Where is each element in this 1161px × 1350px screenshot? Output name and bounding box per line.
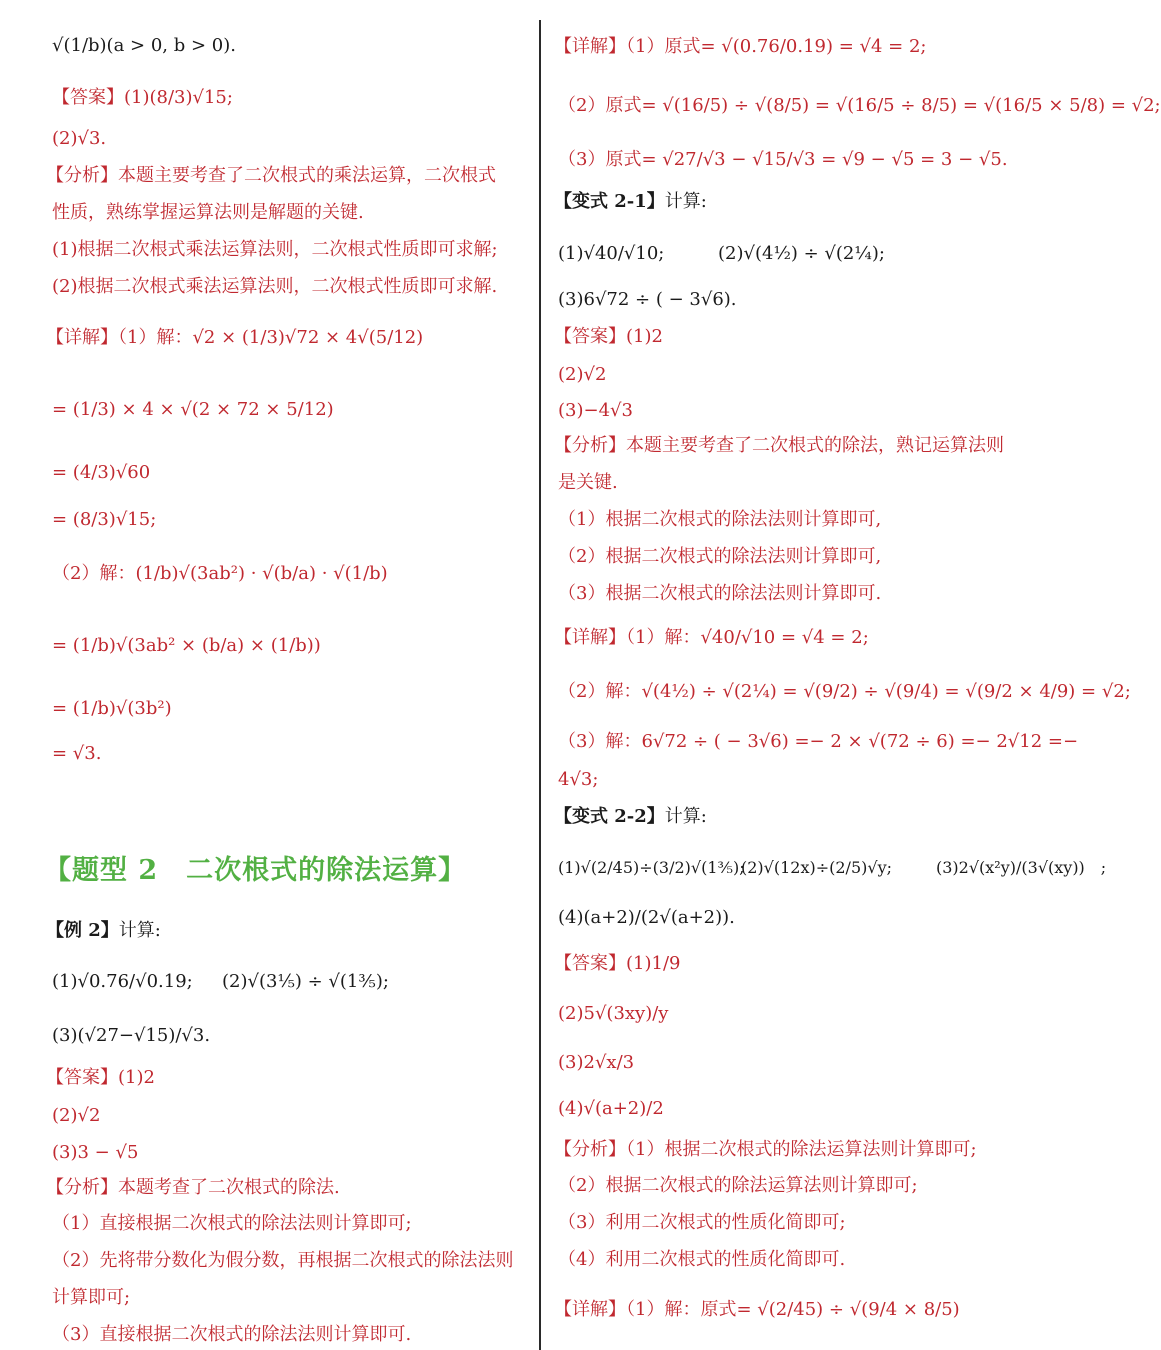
analysis-point: （2）根据二次根式的除法法则计算即可, [558, 546, 882, 567]
analysis-tag: 【分析】 [554, 435, 626, 456]
answer-value: (1)2 [118, 1067, 155, 1088]
detail-step: （2）原式= √(16/5) ÷ √(8/5) = √(16/5 ÷ 8/5) = √(16/5 × 5/8) = √2; [558, 95, 1161, 116]
variant-tag: 【变式 2-1】 [554, 191, 665, 212]
answer-value-2: (2)√3. [52, 128, 107, 149]
analysis-point: （2）根据二次根式的除法运算法则计算即可; [558, 1175, 918, 1196]
detail-step: （2）解：√(4½) ÷ √(2¼) = √(9/2) ÷ √(9/4) = √(9/2 × 4/9) = √2; [558, 681, 1131, 702]
analysis-point: （1）根据二次根式的除法法则计算即可, [558, 509, 882, 530]
answer-value: (2)√2 [558, 364, 607, 385]
variant-part-2: (2)√(12x)÷(2/5)√y; [741, 858, 892, 877]
analysis-point-cont: 计算即可; [52, 1287, 131, 1308]
detail-step: = √3. [52, 743, 102, 764]
variant-part-1: (1)√40/√10; [558, 243, 665, 264]
answer-value: (1)(8/3)√15; [124, 87, 233, 108]
answer-value: (3)2√x/3 [558, 1052, 635, 1073]
variant-part-3: (3)6√72 ÷ ( − 3√6). [558, 289, 737, 310]
detail-step: （2）解：(1/b)√(3ab²) · √(b/a) · √(1/b) [52, 563, 388, 584]
column-divider [539, 20, 541, 1350]
analysis-text-cont: 是关键. [558, 472, 618, 493]
answer-line [554, 952, 680, 976]
analysis-point: （2）先将带分数化为假分数，再根据二次根式的除法法则 [52, 1250, 514, 1271]
example-heading [46, 919, 161, 943]
detail-text: （1）解：原式= √(2/45) ÷ √(9/4 × 8/5) [626, 1299, 960, 1320]
variant-part-2: (2)√(4½) ÷ √(2¼); [718, 243, 885, 264]
section-title: 【题型 2 二次根式的除法运算】 [44, 855, 467, 886]
variant-text: 计算: [664, 191, 707, 212]
analysis-line [554, 434, 1004, 458]
answer-tag: 【答案】 [46, 1067, 118, 1088]
detail-line [554, 35, 926, 59]
answer-line [52, 86, 233, 110]
analysis-tag: 【分析】 [46, 165, 118, 186]
answer-tag: 【答案】 [554, 326, 626, 347]
answer-value: (2)5√(3xy)/y [558, 1003, 669, 1024]
analysis-text: （1）根据二次根式的除法运算法则计算即可; [626, 1139, 977, 1160]
detail-line [46, 326, 423, 350]
detail-tag: 【详解】 [46, 327, 118, 348]
variant-part-4: (4)(a+2)/(2√(a+2)). [558, 907, 735, 928]
variant-part-1: (1)√(2/45)÷(3/2)√(1⅗); [558, 858, 745, 877]
answer-value: (2)√2 [52, 1105, 101, 1126]
answer-value: (1)1/9 [626, 953, 681, 974]
variant-heading [554, 805, 707, 829]
analysis-text-cont: 性质，熟练掌握运算法则是解题的关键. [52, 202, 364, 223]
analysis-point: （3）利用二次根式的性质化简即可; [558, 1212, 846, 1233]
answer-value: (3)3 − √5 [52, 1142, 139, 1163]
example-text: 计算: [118, 920, 161, 941]
radical-condition: √(1/b)(a > 0, b > 0). [52, 35, 236, 56]
variant-text: 计算: [664, 806, 707, 827]
example-part-1: (1)√0.76/√0.19; [52, 971, 193, 992]
detail-text: （1）解：√2 × (1/3)√72 × 4√(5/12) [118, 327, 424, 348]
example-part-2: (2)√(3⅕) ÷ √(1⅗); [222, 971, 389, 992]
analysis-text: 本题考查了二次根式的除法. [118, 1177, 340, 1198]
detail-line [554, 1298, 960, 1322]
analysis-line [46, 1176, 340, 1200]
detail-step: = (1/b)√(3ab² × (b/a) × (1/b)) [52, 635, 321, 656]
analysis-line [554, 1138, 977, 1162]
analysis-tag: 【分析】 [554, 1139, 626, 1160]
analysis-point: （3）直接根据二次根式的除法法则计算即可. [52, 1324, 412, 1345]
answer-line [554, 325, 663, 349]
answer-tag: 【答案】 [554, 953, 626, 974]
variant-part-3: (3)2√(x²y)/(3√(xy)) ; [936, 858, 1107, 877]
detail-tag: 【详解】 [554, 36, 626, 57]
variant-tag: 【变式 2-2】 [554, 806, 665, 827]
analysis-point: （4）利用二次根式的性质化简即可. [558, 1249, 846, 1270]
analysis-point-2: (2)根据二次根式乘法运算法则，二次根式性质即可求解. [52, 276, 498, 297]
answer-value: (3)−4√3 [558, 400, 633, 421]
detail-text: （1）解：√40/√10 = √4 = 2; [626, 627, 869, 648]
answer-line [46, 1066, 155, 1090]
detail-step: （3）原式= √27/√3 − √15/√3 = √9 − √5 = 3 − √5. [558, 149, 1008, 170]
analysis-point: （1）直接根据二次根式的除法法则计算即可; [52, 1213, 412, 1234]
analysis-line [46, 164, 496, 188]
detail-step: = (8/3)√15; [52, 509, 157, 530]
detail-step-cont: 4√3; [558, 769, 599, 790]
answer-value: (4)√(a+2)/2 [558, 1098, 664, 1119]
answer-tag: 【答案】 [52, 87, 124, 108]
detail-line [554, 626, 869, 650]
detail-step: （3）解：6√72 ÷ ( − 3√6) =− 2 × √(72 ÷ 6) =− 2√12 =− [558, 731, 1079, 752]
detail-step: = (4/3)√60 [52, 462, 151, 483]
example-tag: 【例 2】 [46, 920, 119, 941]
analysis-point-1: (1)根据二次根式乘法运算法则，二次根式性质即可求解; [52, 239, 498, 260]
answer-value: (1)2 [626, 326, 663, 347]
detail-text: （1）原式= √(0.76/0.19) = √4 = 2; [626, 36, 927, 57]
detail-tag: 【详解】 [554, 627, 626, 648]
analysis-tag: 【分析】 [46, 1177, 118, 1198]
detail-tag: 【详解】 [554, 1299, 626, 1320]
analysis-text: 本题主要考查了二次根式的乘法运算，二次根式 [118, 165, 496, 186]
detail-step: = (1/b)√(3b²) [52, 698, 172, 719]
detail-step: = (1/3) × 4 × √(2 × 72 × 5/12) [52, 399, 334, 420]
example-part-3: (3)(√27−√15)/√3. [52, 1025, 211, 1046]
analysis-text: 本题主要考查了二次根式的除法，熟记运算法则 [626, 435, 1004, 456]
variant-heading [554, 190, 707, 214]
analysis-point: （3）根据二次根式的除法法则计算即可. [558, 583, 882, 604]
